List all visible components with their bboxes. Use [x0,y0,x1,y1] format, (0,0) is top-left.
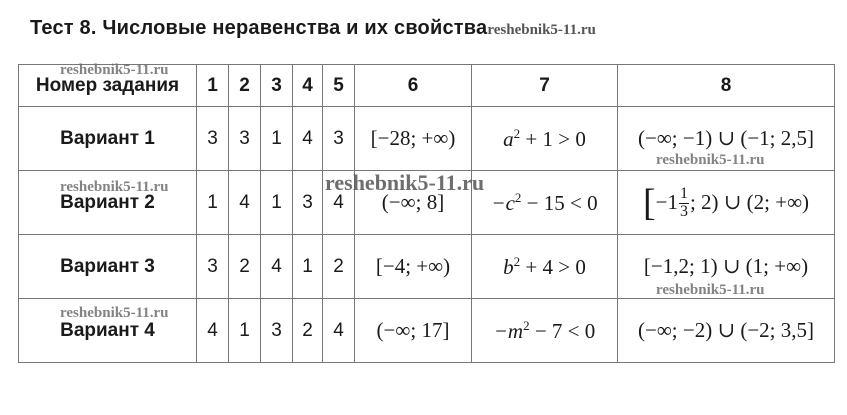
page-title [30,17,596,40]
header-col-4: 4 [293,65,323,107]
math-base: −c [491,190,515,215]
answer-cell: 2 [323,235,355,299]
answer-cell: 1 [261,107,293,171]
answer-cell-7 [472,235,618,299]
answer-cell: 4 [229,171,261,235]
answer-cell: 3 [229,107,261,171]
variant-label: Вариант 4 [19,299,197,363]
answer-cell: 1 [229,299,261,363]
watermark: reshebnik5-11.ru [60,62,169,78]
math-rest: ; 2) ∪ (2; +∞) [689,189,810,214]
watermark: reshebnik5-11.ru [656,282,765,298]
math-rest: − 15 < 0 [521,190,598,215]
answer-cell: 3 [293,171,323,235]
answer-cell-8: (−∞; −2) ∪ (−2; 3,5] [618,299,835,363]
answer-cell-6: [−4; +∞) [355,235,472,299]
fraction-denominator: 3 [679,203,688,221]
answer-cell: 4 [197,299,229,363]
answer-cell-7 [472,299,618,363]
answer-cell: 1 [261,171,293,235]
answer-cell: 4 [323,171,355,235]
title-text: Тест 8. Числовые неравенства и их свойства [30,17,488,39]
header-col-3: 3 [261,65,293,107]
header-col-1: 1 [197,65,229,107]
math-exponent: 2 [513,125,521,141]
variant-label: Вариант 3 [19,235,197,299]
math-exponent: 2 [513,253,521,269]
math-fraction [679,186,689,221]
math-base: a [503,126,514,151]
header-col-2: 2 [229,65,261,107]
variant-label: Вариант 2 [19,171,197,235]
math-mixed-whole: −1 [655,189,678,214]
math-base: b [503,254,514,279]
watermark: reshebnik5-11.ru [656,152,765,168]
fraction-numerator: 1 [679,185,688,203]
header-col-6: 6 [355,65,472,107]
answer-cell-6: (−∞; 17] [355,299,472,363]
math-rest: + 1 > 0 [520,126,586,151]
answer-cell-6: (−∞; 8] [355,171,472,235]
title-watermark: reshebnik5-11.ru [487,22,596,38]
math-exponent: 2 [523,317,530,333]
math-base: −m [493,318,524,343]
header-task-number: Номер задания [19,65,197,107]
answer-cell: 1 [197,171,229,235]
answer-cell: 3 [197,107,229,171]
answer-cell-8 [618,171,835,235]
math-rest: − 7 < 0 [529,318,596,343]
answer-cell: 4 [323,299,355,363]
answer-cell: 3 [261,299,293,363]
answer-cell: 3 [323,107,355,171]
answer-cell: 4 [293,107,323,171]
watermark: reshebnik5-11.ru [325,170,485,195]
answer-cell-7 [472,171,618,235]
watermark: reshebnik5-11.ru [60,305,169,321]
math-bracket: [ [642,181,656,224]
math-rest: + 4 > 0 [520,254,586,279]
answer-cell: 1 [293,235,323,299]
answer-cell: 2 [293,299,323,363]
math-exponent: 2 [514,189,522,205]
header-col-7: 7 [472,65,618,107]
answer-cell: 2 [229,235,261,299]
header-col-5: 5 [323,65,355,107]
variant-label: Вариант 1 [19,107,197,171]
answer-cell: 3 [197,235,229,299]
watermark: reshebnik5-11.ru [60,179,169,195]
answer-cell-8: [−1,2; 1) ∪ (1; +∞) [618,235,835,299]
answer-cell-8: (−∞; −1) ∪ (−1; 2,5] [618,107,835,171]
answer-cell-6: [−28; +∞) [355,107,472,171]
header-col-8: 8 [618,65,835,107]
answer-cell-7 [472,107,618,171]
answer-cell: 4 [261,235,293,299]
